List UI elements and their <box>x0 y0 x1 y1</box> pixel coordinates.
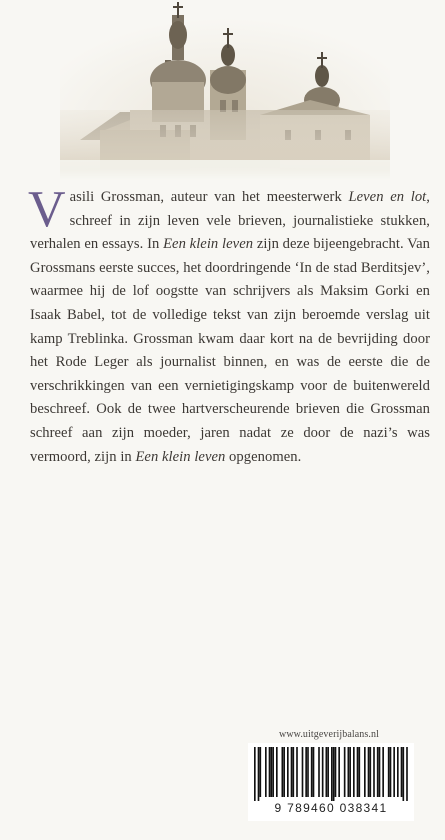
book-title-een-klein-leven: Een klein leven <box>163 236 254 253</box>
publisher-url: www.uitgeverijbalans.nl <box>279 729 379 740</box>
book-title-leven-en-lot: Leven en lot <box>348 189 427 205</box>
blurb-part-2: , schreef in zijn leven vele brieven, journalistieke stukken, verhalen en essays. In <box>30 189 430 253</box>
blurb-part-4: opgenomen. <box>225 448 302 465</box>
isbn-digits: 9 789460 038341 <box>274 801 388 815</box>
isbn-barcode <box>248 743 414 821</box>
blurb-text <box>28 181 430 469</box>
blurb-part-1: asili Grossman, auteur van het meesterwerk <box>69 189 349 205</box>
church-domes-illustration <box>60 0 390 180</box>
drop-cap: V <box>28 181 66 238</box>
blurb-part-3: zijn deze bijeengebracht. Van Grossmans eerste succes, het doordringende ‘In de stad Berditsjev’, waarmee hij de lof oogstte van schrijvers als Maksim Gorki en Isaak Babel, tot de volledige tekst van zijn beroemde verslag uit kamp Treblinka. Grossman kwam daar kort na de bevrijding door het Rode Leger als journalist binnen, en was de eerste die de verschrikkingen van een vernietigingskamp voor de buitenwereld beschreef. Ook de twee hartverscheurende brieven die Grossman schreef aan zijn moeder, jaren nadat ze door de nazi’s was vermoord, zijn in <box>30 236 430 465</box>
book-title-een-klein-leven-2: Een klein leven <box>135 448 226 465</box>
barcode-icon <box>254 747 408 801</box>
